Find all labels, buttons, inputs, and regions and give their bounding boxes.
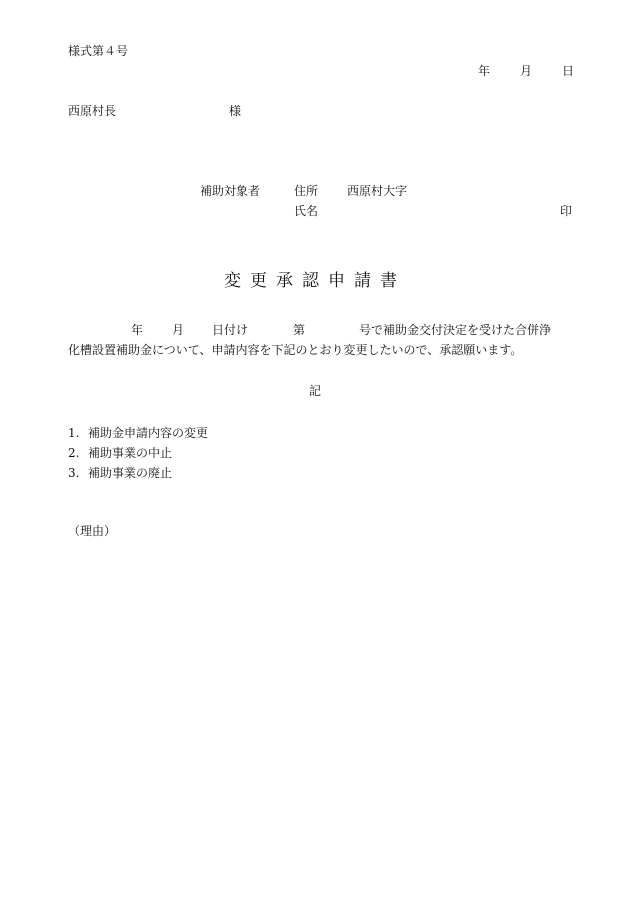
list-item xyxy=(68,463,208,483)
body-month-label: 月 xyxy=(172,323,185,337)
body-line-1-text: 号で補助金交付決定を受けた合併浄 xyxy=(359,323,552,337)
item-text: 補助事業の廃止 xyxy=(88,466,173,480)
list-item xyxy=(68,443,208,463)
seal-mark: 印 xyxy=(560,204,573,218)
address-value: 西原村大字 xyxy=(347,184,408,198)
document-title: 変更承認申請書 xyxy=(224,271,406,291)
addressee-honorific: 様 xyxy=(229,104,242,118)
item-list xyxy=(68,423,208,483)
name-label: 氏名 xyxy=(294,204,319,218)
form-number: 様式第４号 xyxy=(68,44,129,58)
item-number: 2. xyxy=(68,446,80,460)
body-number-label: 第 xyxy=(293,323,306,337)
item-text: 補助事業の中止 xyxy=(88,446,173,460)
applicant-label: 補助対象者 xyxy=(200,184,261,198)
item-number: 1. xyxy=(68,426,80,440)
item-text: 補助金申請内容の変更 xyxy=(88,426,209,440)
date-year-label: 年 xyxy=(478,64,491,78)
date-day-label: 日 xyxy=(562,64,575,78)
body-line-2: 化槽設置補助金について、申請内容を下記のとおり変更したいので、承認願います。 xyxy=(68,343,523,357)
address-label: 住所 xyxy=(294,184,319,198)
list-item xyxy=(68,423,208,443)
reason-label: （理由） xyxy=(68,524,117,538)
body-line-1 xyxy=(0,322,630,338)
ki-heading: 記 xyxy=(308,384,321,398)
body-year-label: 年 xyxy=(131,323,144,337)
date-month-label: 月 xyxy=(520,64,533,78)
addressee-name: 西原村長 xyxy=(68,104,117,118)
body-dated-label: 日付け xyxy=(212,323,249,337)
item-number: 3. xyxy=(68,466,80,480)
